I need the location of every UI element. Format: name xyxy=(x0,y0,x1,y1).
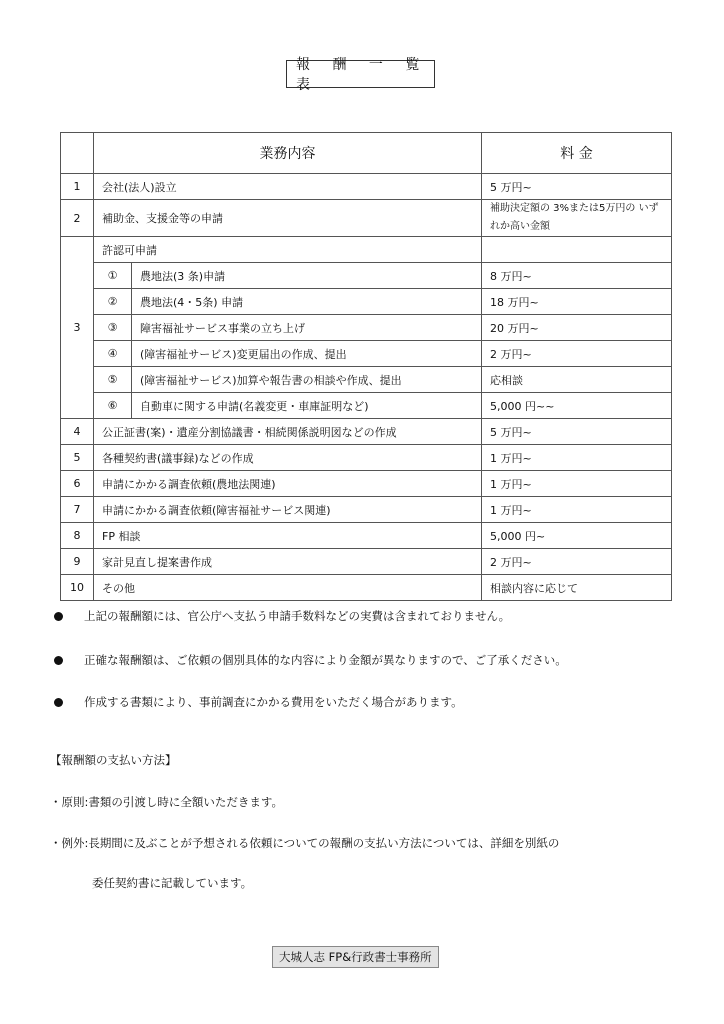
note-item xyxy=(50,608,510,624)
page-title: 報 酬 一 覧 表 xyxy=(286,60,435,88)
row-content: FP 相談 xyxy=(94,523,482,549)
note-item xyxy=(50,652,567,668)
payment-heading: 【報酬額の支払い方法】 xyxy=(50,753,177,767)
table-row xyxy=(61,497,672,523)
payment-principle: ・原則:書類の引渡し時に全額いただきます。 xyxy=(50,795,283,809)
sub-row xyxy=(61,315,672,341)
row-fee: 5,000 円~ xyxy=(482,523,672,549)
sub-row xyxy=(61,341,672,367)
row-fee: 1 万円~ xyxy=(482,471,672,497)
row-number: 1 xyxy=(61,174,94,200)
sub-row-content: (障害福祉サービス)加算や報告書の相談や作成、提出 xyxy=(132,367,482,393)
row-content: 各種契約書(議事録)などの作成 xyxy=(94,445,482,471)
row-number: 8 xyxy=(61,523,94,549)
table-row xyxy=(61,200,672,237)
row-number: 3 xyxy=(61,237,94,419)
header-fee: 料 金 xyxy=(482,133,672,174)
bullet-icon xyxy=(54,612,63,621)
table-row xyxy=(61,471,672,497)
header-no xyxy=(61,133,94,174)
sub-row-fee: 20 万円~ xyxy=(482,315,672,341)
row-number: 9 xyxy=(61,549,94,575)
payment-exception: ・例外:長期間に及ぶことが予想される依頼についての報酬の支払い方法については、詳細を別紙の xyxy=(50,836,560,850)
row-number: 5 xyxy=(61,445,94,471)
sub-row xyxy=(61,263,672,289)
sub-row-content: 農地法(4・5条) 申請 xyxy=(132,289,482,315)
sub-row xyxy=(61,289,672,315)
sub-row-mark: ③ xyxy=(94,315,132,341)
sub-row-fee: 8 万円~ xyxy=(482,263,672,289)
row-content: 補助金、支援金等の申請 xyxy=(94,200,482,237)
bullet-icon xyxy=(54,698,63,707)
sub-row-mark: ④ xyxy=(94,341,132,367)
row-fee: 相談内容に応じて xyxy=(482,575,672,601)
row-fee: 5 万円~ xyxy=(482,174,672,200)
table-row xyxy=(61,549,672,575)
sub-row-fee: 応相談 xyxy=(482,367,672,393)
note-text: 正確な報酬額は、ご依頼の個別具体的な内容により金額が異なりますので、ご了承ください。 xyxy=(84,653,567,667)
row-number: 6 xyxy=(61,471,94,497)
table-row xyxy=(61,575,672,601)
note-text: 上記の報酬額には、官公庁へ支払う申請手数料などの実費は含まれておりません。 xyxy=(84,609,511,623)
row-fee: 1 万円~ xyxy=(482,497,672,523)
sub-row-mark: ① xyxy=(94,263,132,289)
row-content: 申請にかかる調査依頼(障害福祉サービス関連) xyxy=(94,497,482,523)
fee-table xyxy=(60,132,672,601)
table-row xyxy=(61,523,672,549)
row-content: 許認可申請 xyxy=(94,237,482,263)
sub-row-mark: ② xyxy=(94,289,132,315)
table-row xyxy=(61,237,672,263)
row-number: 4 xyxy=(61,419,94,445)
row-number: 2 xyxy=(61,200,94,237)
note-item xyxy=(50,694,463,710)
sub-row-fee: 2 万円~ xyxy=(482,341,672,367)
row-fee: 5 万円~ xyxy=(482,419,672,445)
sub-row-content: 自動車に関する申請(名義変更・車庫証明など) xyxy=(132,393,482,419)
row-content: 公正証書(案)・遺産分割協議書・相続関係説明図などの作成 xyxy=(94,419,482,445)
row-content: 会社(法人)設立 xyxy=(94,174,482,200)
table-row xyxy=(61,174,672,200)
row-fee: 1 万円~ xyxy=(482,445,672,471)
header-content: 業務内容 xyxy=(94,133,482,174)
sub-row-fee: 5,000 円~~ xyxy=(482,393,672,419)
row-content: 家計見直し提案書作成 xyxy=(94,549,482,575)
sub-row xyxy=(61,393,672,419)
row-number: 10 xyxy=(61,575,94,601)
sub-row-fee: 18 万円~ xyxy=(482,289,672,315)
bullet-icon xyxy=(54,656,63,665)
sub-row-mark: ⑤ xyxy=(94,367,132,393)
sub-row-content: 農地法(3 条)申請 xyxy=(132,263,482,289)
row-number: 7 xyxy=(61,497,94,523)
table-row xyxy=(61,445,672,471)
row-content: 申請にかかる調査依頼(農地法関連) xyxy=(94,471,482,497)
office-name: 大城人志 FP&行政書士事務所 xyxy=(272,946,439,968)
table-row xyxy=(61,419,672,445)
table-header-row xyxy=(61,133,672,174)
row-fee xyxy=(482,237,672,263)
sub-row xyxy=(61,367,672,393)
note-text: 作成する書類により、事前調査にかかる費用をいただく場合があります。 xyxy=(84,695,463,709)
payment-exception-cont: 委任契約書に記載しています。 xyxy=(92,876,253,890)
sub-row-content: 障害福祉サービス事業の立ち上げ xyxy=(132,315,482,341)
row-content: その他 xyxy=(94,575,482,601)
sub-row-content: (障害福祉サービス)変更届出の作成、提出 xyxy=(132,341,482,367)
row-fee: 2 万円~ xyxy=(482,549,672,575)
row-fee: 補助決定額の 3%または5万円の いずれか高い金額 xyxy=(482,200,672,237)
sub-row-mark: ⑥ xyxy=(94,393,132,419)
